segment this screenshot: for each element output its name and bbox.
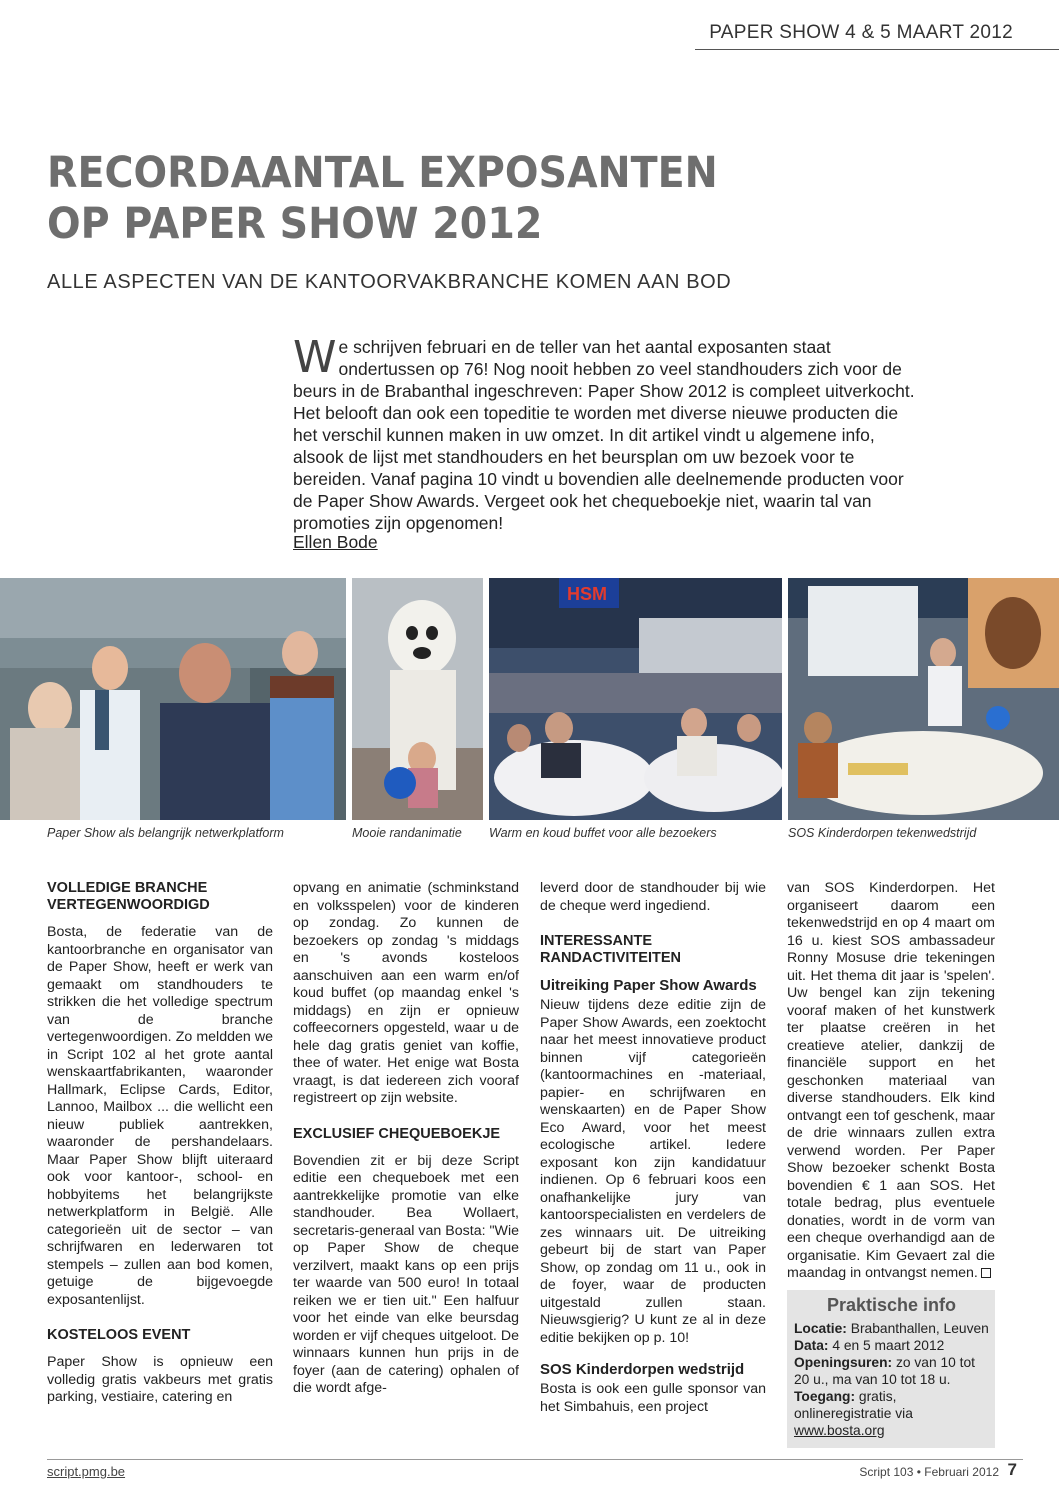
info-label: Openingsuren: xyxy=(794,1355,893,1370)
title-line-1: RECORDAANTAL EXPOSANTEN xyxy=(47,148,718,198)
footer-issue: Script 103 • Februari 2012 xyxy=(859,1465,999,1479)
column-4 xyxy=(787,880,995,1297)
photo-mascot xyxy=(352,578,483,820)
paragraph-text: van SOS Kinderdorpen. Het organiseert daarom een tekenwedstrijd en op 4 maart om 16 u. kiest SOS ambassadeur Ronny Mosuse drie tekeningen uit. Het thema dit jaar is 'spelen'. Uw bengel kan zijn tekening vooraf maken of het kunstwerk ter plaatse creëren in het creatieve atelier, dankzij de financiële support en het geschonken materiaal van diverse standhouders. Elk kind ontvangt een tof geschenk, maar de drie winnaars zullen extra verwend worden. Per Paper Show bezoeker schenkt Bosta bovendien € 1 aan SOS. Het totale bedrag, plus eventuele donaties, wordt in de vorm van een cheque overhandigd aan de organisatie. Kim Gevaert zal die maandag in ontvangst nemen. xyxy=(787,880,995,1281)
article-subtitle: ALLE ASPECTEN VAN DE KANTOORVAKBRANCHE KOMEN AAN BOD xyxy=(47,271,732,293)
info-openingsuren xyxy=(794,1354,989,1388)
subheading-awards: Uitreiking Paper Show Awards xyxy=(540,977,757,994)
photo-caption-3: Warm en koud buffet voor alle bezoekers xyxy=(489,826,717,840)
photo-drawing-contest xyxy=(788,578,1059,820)
paragraph: Bovendien zit er bij deze Script editie een chequeboek met een aantrekkelijke promotie van elke standhouder. Bea Wollaert, secretaris-generaal van Bosta: "Wie op Paper Show de cheque verzilvert, maakt kans op een prijs ter waarde van 500 euro! In totaal reiken we er tien uit." Een halfuur voor het einde van elke beursdag worden er vijf cheques uitgeloot. De winnaars kunnen hun prijs in de foyer (aan de catering) ophalen of die wordt afge- xyxy=(293,1152,519,1396)
article-intro xyxy=(293,332,919,534)
practical-info-box xyxy=(787,1290,995,1448)
info-value: 4 en 5 maart 2012 xyxy=(832,1338,945,1353)
end-mark-icon xyxy=(981,1268,991,1278)
info-locatie xyxy=(794,1320,989,1337)
section-header: PAPER SHOW 4 & 5 MAART 2012 xyxy=(709,22,1013,43)
paragraph: leverd door de standhouder bij wie de cheque werd ingediend. xyxy=(540,880,766,914)
info-label: Toegang: xyxy=(794,1389,856,1404)
subheading-sos: SOS Kinderdorpen wedstrijd xyxy=(540,1361,745,1378)
paragraph: opvang en animatie (schminkstand en volksspelen) voor de kinderen op zondag. Zo kunnen de bezoekers op zondag 's middags en 's avonds kosteloos aanschuiven aan een warm en/of koud buffet (op maandag enkel 's middags) en zijn er opnieuw coffeecorners opgesteld, waar u de hele dag gratis geniet van koffie, thee of water. Het enige wat Bosta vraagt, is dat iedereen zich vooraf registreert op zijn website. xyxy=(293,880,519,1106)
column-2 xyxy=(293,880,519,1412)
paragraph: Bosta, de federatie van de kantoorbranche en organisator van de Paper Show, heeft er werk van gemaakt om standhouders te strikken die het volledige spectrum van de branche vertegenwoordigen. Zo meldden we in Script 102 al het grote aantal wenskaartfabrikanten, waaronder Hallmark, Eclipse Cards, Editor, Lannoo, Mailbox ... die wellicht een nieuw publiek aantrekken, waaronder de pershandelaars. Maar Paper Show blijft uiteraard ook voor kantoor-, school- en hobbyitems het belangrijkste netwerkplatform in België. Alle categorieën uit de sector – van schrijfwaren en lederwaren tot stempels – zullen aan bod komen, getuige de bijgevoegde exposantenlijst. xyxy=(47,924,273,1308)
article-title xyxy=(47,148,746,250)
heading-volledige-branche: VOLLEDIGE BRANCHE VERTEGENWOORDIGD xyxy=(47,880,210,913)
heading-exclusief-chequeboekje: EXCLUSIEF CHEQUEBOEKJE xyxy=(293,1125,501,1142)
paragraph: Paper Show is opnieuw een volledig gratis vakbeurs met gratis parking, vestiaire, catering en xyxy=(47,1354,273,1405)
photo-caption-4: SOS Kinderdorpen tekenwedstrijd xyxy=(788,826,977,840)
intro-text: e schrijven februari en de teller van het aantal exposanten staat ondertussen op 76! Nog nooit hebben zo veel standhouders zich voor de beurs in de Brabanthal ingeschreven: Paper Show 2012 is compleet uitverkocht. Het belooft dan ook een topeditie te worden met diverse nieuwe producten die het verschil kunnen maken in uw omzet. In dit artikel vindt u algemene info, alsook de lijst met standhouders en het beursplan om uw bezoek voor te bereiden. Vanaf pagina 10 vindt u bovendien alle deelnemende producten voor de Paper Show Awards. Vergeet ook het chequeboekje niet, waarin tal van promoties zijn opgenomen! xyxy=(293,337,915,533)
column-3 xyxy=(540,880,766,1430)
page-number: 7 xyxy=(1007,1460,1017,1479)
info-data xyxy=(794,1337,989,1354)
info-box-title: Praktische info xyxy=(826,1295,957,1315)
info-label: Locatie: xyxy=(794,1321,847,1336)
sign-text: HSM xyxy=(567,584,607,604)
footer-website-link[interactable]: script.pmg.be xyxy=(47,1464,126,1479)
photo-networking xyxy=(0,578,346,820)
header-rule xyxy=(695,49,1059,50)
heading-kosteloos-event: KOSTELOOS EVENT xyxy=(47,1327,191,1343)
paragraph: Bosta is ook een gulle sponsor van het Simbahuis, een project xyxy=(540,1381,766,1415)
drop-cap: W xyxy=(293,332,337,383)
info-toegang xyxy=(794,1388,989,1439)
footer-rule xyxy=(47,1459,1023,1460)
photo-buffet xyxy=(489,578,782,820)
paragraph: Nieuw tijdens deze editie zijn de Paper Show Awards, een zoektocht naar het meest innovatieve product binnen vijf categorieën (kantoormachines en -materiaal, papier- en schrijfwaren en wenskaarten) en de Paper Show Eco Award, voor het meest ecologische artikel. Iedere exposant kon zijn kandidatuur indienen. Op 6 februari koos een onafhankelijke jury van kantoorspecialisten en verdelers de zes winnaars uit. De uitreiking gebeurt bij de start van Paper Show, op zondag om 11 u., ook in de foyer, waar de producten uitgestald zullen staan. Nieuwsgierig? U kunt ze al in deze editie bekijken op p. 10! xyxy=(540,997,766,1346)
info-label: Data: xyxy=(794,1338,829,1353)
info-value: Brabanthallen, Leuven xyxy=(850,1321,989,1336)
heading-interessante-randactiviteiten: INTERESSANTE RANDACTIVITEITEN xyxy=(540,933,681,966)
bosta-link[interactable]: www.bosta.org xyxy=(794,1423,885,1438)
paragraph xyxy=(787,880,995,1283)
column-1 xyxy=(47,880,273,1421)
author-byline: Ellen Bode xyxy=(293,532,378,552)
title-line-2: OP PAPER SHOW 2012 xyxy=(47,199,543,249)
info-value: zo van 10 tot 20 u., ma van 10 tot 18 u. xyxy=(794,1355,975,1387)
photo-caption-1: Paper Show als belangrijk netwerkplatform xyxy=(47,826,284,840)
info-value: gratis, onlineregistratie via xyxy=(794,1389,913,1421)
photo-caption-2: Mooie randanimatie xyxy=(352,826,462,840)
